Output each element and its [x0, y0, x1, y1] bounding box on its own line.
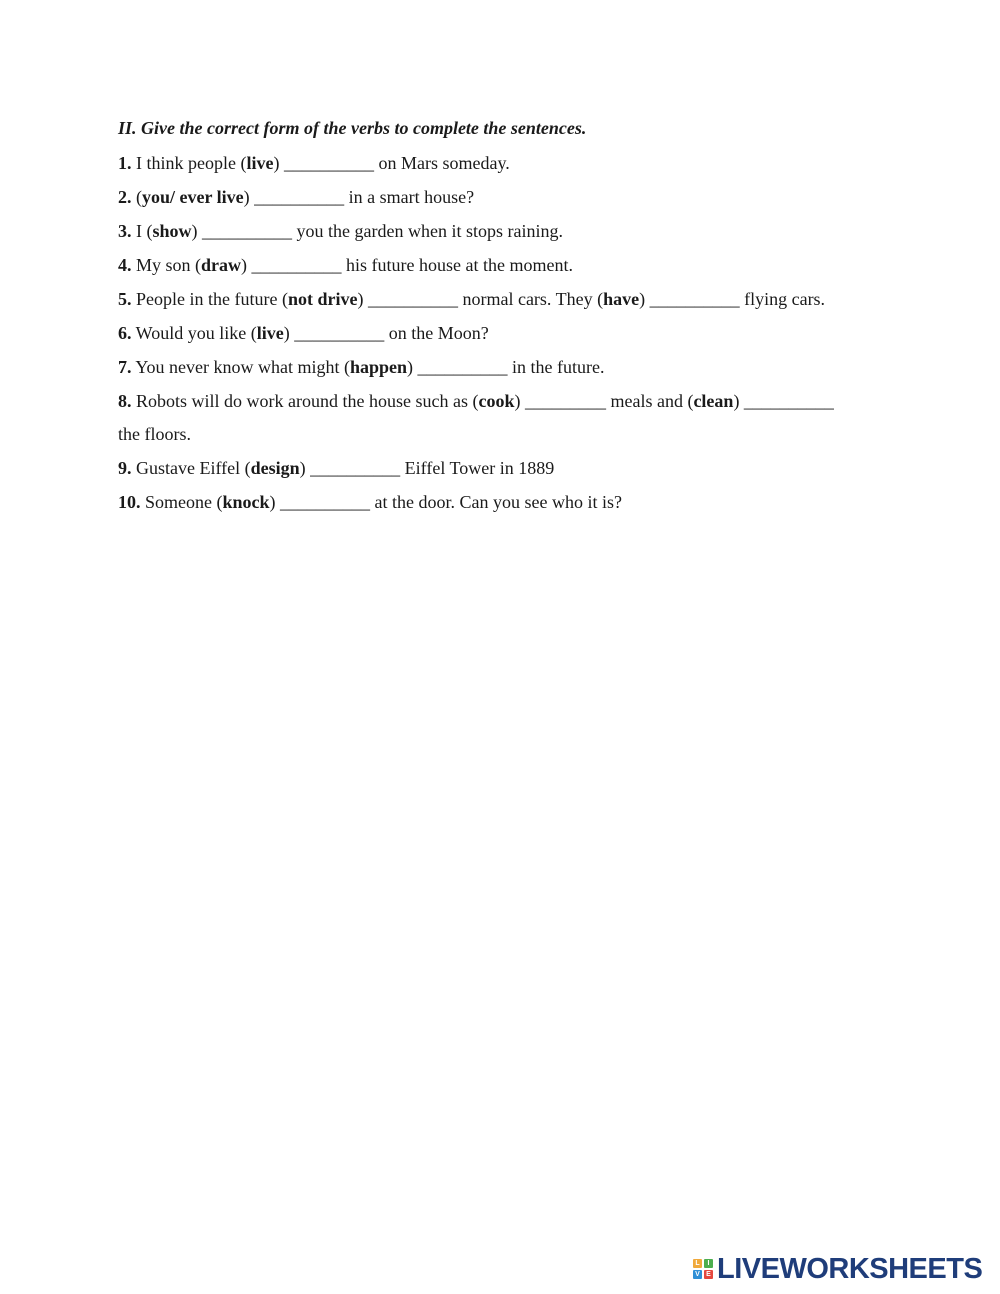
logo-text: LIVEWORKSHEETS	[717, 1252, 983, 1285]
item-number: 2.	[118, 187, 132, 207]
logo-mark-icon	[693, 1259, 713, 1279]
item-number: 8.	[118, 391, 132, 411]
section-heading: II. Give the correct form of the verbs to complete the sentences.	[118, 118, 587, 138]
verb-prompt: live	[256, 323, 284, 343]
exercise-item	[118, 288, 825, 310]
verb-prompt: draw	[201, 255, 242, 275]
item-number: 1.	[118, 153, 132, 173]
exercise-item	[118, 491, 622, 513]
sentence-text: ) __________ Eiffel Tower in 1889	[299, 458, 555, 478]
verb-prompt: happen	[350, 357, 408, 377]
item-number: 10.	[118, 492, 141, 512]
sentence-text: Would you like (	[131, 323, 257, 343]
verb-prompt: cook	[478, 391, 515, 411]
sentence-text: (	[131, 187, 142, 207]
sentence-text: People in the future (	[131, 289, 288, 309]
exercise-item	[118, 186, 474, 208]
sentence-text: Gustave Eiffel (	[131, 458, 251, 478]
item-number: 6.	[118, 323, 132, 343]
logo-square: I	[704, 1259, 713, 1268]
sentence-text: My son (	[131, 255, 202, 275]
sentence-text: Someone (	[140, 492, 223, 512]
sentence-text: ) __________ you the garden when it stops raining.	[191, 221, 563, 241]
item-number: 9.	[118, 458, 132, 478]
verb-prompt: have	[603, 289, 640, 309]
verb-prompt: knock	[222, 492, 270, 512]
sentence-text: I (	[131, 221, 153, 241]
sentence-text: I think people (	[131, 153, 247, 173]
sentence-text: ) __________ on Mars someday.	[273, 153, 510, 173]
exercise-item	[118, 322, 489, 344]
logo-square: L	[693, 1259, 702, 1268]
sentence-text: ) __________ on the Moon?	[283, 323, 489, 343]
exercise-item	[118, 152, 510, 174]
sentence-text: ) __________ in the future.	[407, 357, 605, 377]
sentence-text: ) __________ normal cars. They (	[357, 289, 604, 309]
sentence-text: ) __________ at the door. Can you see who it is?	[269, 492, 622, 512]
item-number: 7.	[118, 357, 132, 377]
exercise-item	[118, 220, 563, 242]
sentence-text: Robots will do work around the house such as (	[131, 391, 479, 411]
sentence-text: ) __________	[733, 391, 834, 411]
verb-prompt: show	[152, 221, 192, 241]
exercise-item	[118, 390, 834, 412]
sentence-text: ) __________ flying cars.	[639, 289, 826, 309]
verb-prompt: clean	[693, 391, 734, 411]
logo-square: E	[704, 1270, 713, 1279]
item-number: 5.	[118, 289, 132, 309]
exercise-item	[118, 457, 554, 479]
exercise-item	[118, 254, 573, 276]
exercise-item-continuation	[118, 423, 191, 445]
verb-prompt: not drive	[287, 289, 358, 309]
item-number: 3.	[118, 221, 132, 241]
verb-prompt: design	[250, 458, 300, 478]
sentence-text: ) __________ in a smart house?	[243, 187, 475, 207]
exercise-item	[118, 356, 605, 378]
sentence-text: ) _________ meals and (	[514, 391, 694, 411]
verb-prompt: live	[246, 153, 274, 173]
logo-square: V	[693, 1270, 702, 1279]
liveworksheets-logo	[693, 1254, 982, 1284]
item-number: 4.	[118, 255, 132, 275]
sentence-text: You never know what might (	[131, 357, 350, 377]
sentence-text: ) __________ his future house at the moment.	[241, 255, 573, 275]
sentence-text: the floors.	[118, 424, 191, 444]
verb-prompt: you/ ever live	[142, 187, 244, 207]
